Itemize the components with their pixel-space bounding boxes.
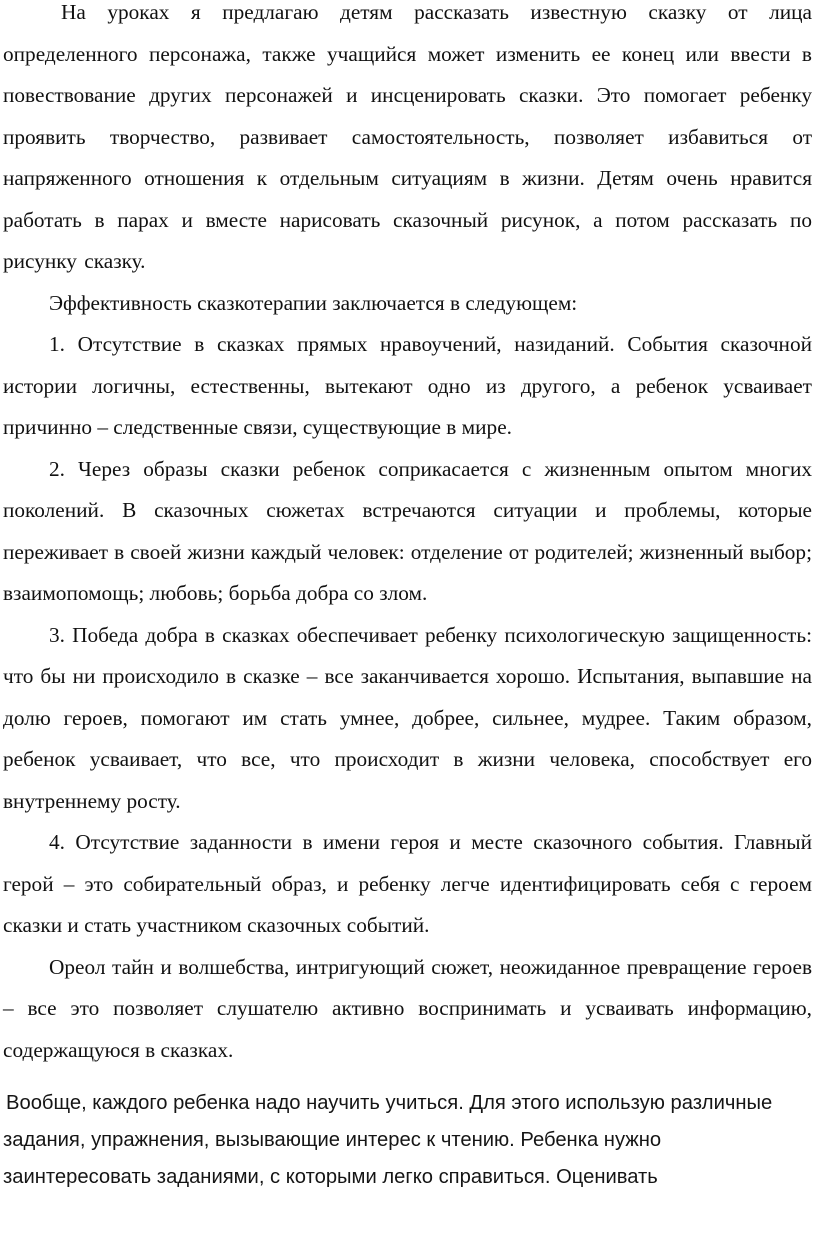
- paragraph-effectiveness-heading: Эффективность сказкотерапии заключается в следующем:: [49, 290, 578, 315]
- list-item-4: 4. Отсутствие заданности в имени героя и месте сказочного события. Главный герой – это собирательный образ, и ребенку легче идентифицировать себя с героем сказки и стать участником сказочных событий.: [3, 830, 812, 937]
- paragraph-learning: Вообще, каждого ребенка надо научить учиться. Для этого использую различные задания, упражнения, вызывающие интерес к чтению. Ребенка нужно заинтересовать заданиями, с которыми легко справиться. Оценивать: [3, 1092, 773, 1188]
- list-item-3: 3. Победа добра в сказках обеспечивает ребенку психологическую защищенность: что бы ни происходило в сказке – все заканчивается хорошо. Испытания, выпавшие на долю героев, помогают им стать умнее, добрее, сильнее, мудрее. Таким образом, ребенок усваивает, что все, что происходит в жизни человека, способствует его внутреннему росту.: [3, 622, 812, 813]
- list-item-1: 1. Отсутствие в сказках прямых нравоучений, назиданий. События сказочной истории логичны, естественны, вытекают одно из другого, а ребенок усваивает причинно – следственные связи, существующие в мире.: [3, 332, 812, 439]
- list-item-2: 2. Через образы сказки ребенок соприкасается с жизненным опытом многих поколений. В сказочных сюжетах встречаются ситуации и проблемы, которые переживает в своей жизни каждый человек: отделение от родителей; жизненный выбор; взаимопомощь; любовь; борьба добра со злом.: [3, 456, 812, 605]
- paragraph-intro: На уроках я предлагаю детям рассказать известную сказку от лица определенного персонажа, также учащийся может изменить ее конец или ввести в повествование других персонажей и инсценировать сказки. Это помогает ребенку проявить творчество, развивает самостоятельность, позволяет избавиться от напряженного отношения к отдельным ситуациям в жизни. Детям очень нравится работать в парах и вместе нарисовать сказочный рисунок, а потом рассказать по рисунку сказку.: [3, 0, 812, 273]
- paragraph-conclusion: Ореол тайн и волшебства, интригующий сюжет, неожиданное превращение героев – все это позволяет слушателю активно воспринимать и усваивать информацию, содержащуюся в сказках.: [3, 954, 812, 1062]
